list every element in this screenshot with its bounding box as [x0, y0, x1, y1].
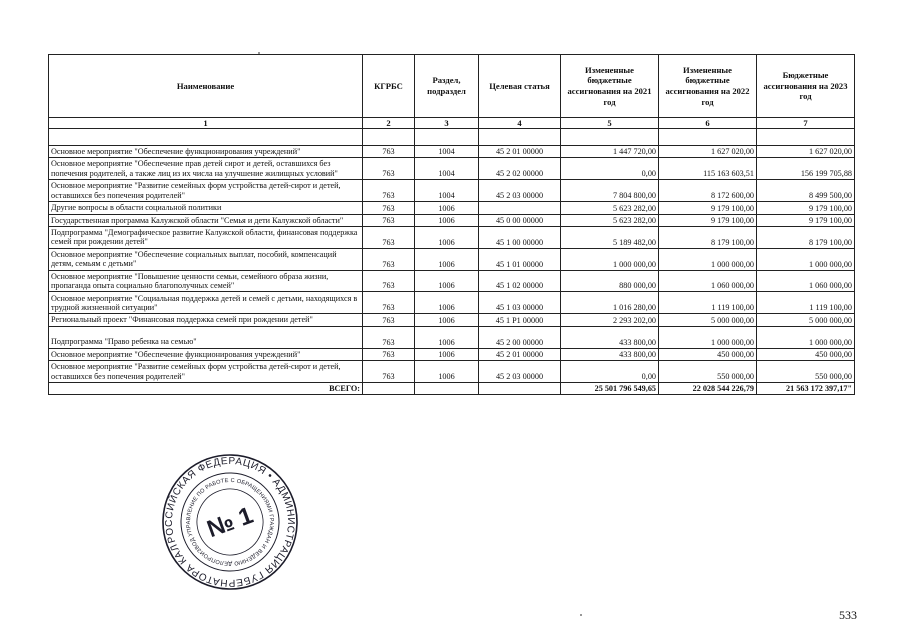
row-target: 45 2 01 00000 — [479, 348, 561, 360]
row-name: Основное мероприятие "Развитие семейных форм устройства детей-сирот и детей, оставшихся без попечения родителей" — [49, 180, 363, 202]
table-row — [49, 361, 855, 383]
row-target: 45 1 02 00000 — [479, 270, 561, 292]
row-2021: 5 623 282,00 — [561, 214, 659, 226]
stamp-number: № 1 — [203, 501, 257, 544]
table-row — [49, 292, 855, 314]
spacer-cell — [479, 129, 561, 146]
spacer-cell — [363, 129, 415, 146]
row-2023: 450 000,00 — [757, 348, 855, 360]
scan-speck — [580, 614, 582, 616]
row-2021: 5 189 482,00 — [561, 226, 659, 248]
row-section: 1006 — [415, 226, 479, 248]
row-2021: 7 804 800,00 — [561, 180, 659, 202]
row-2022: 8 179 100,00 — [659, 226, 757, 248]
header-section: Раздел, подраздел — [415, 55, 479, 118]
official-stamp — [160, 452, 300, 592]
row-2022: 8 172 600,00 — [659, 180, 757, 202]
page-number: 533 — [839, 608, 857, 622]
row-2022: 550 000,00 — [659, 361, 757, 383]
column-number: 6 — [659, 118, 757, 129]
column-number: 7 — [757, 118, 855, 129]
row-name: Основное мероприятие "Социальная поддержка детей и семей с детьми, находящихся в трудной жизненной ситуации" — [49, 292, 363, 314]
spacer-cell — [659, 129, 757, 146]
row-2023: 1 000 000,00 — [757, 248, 855, 270]
row-2022: 450 000,00 — [659, 348, 757, 360]
row-2022: 1 119 100,00 — [659, 292, 757, 314]
row-target: 45 1 P1 00000 — [479, 314, 561, 326]
row-2022: 1 000 000,00 — [659, 326, 757, 348]
total-2023: 21 563 172 397,17" — [757, 383, 855, 395]
table-row — [49, 180, 855, 202]
row-target: 45 1 03 00000 — [479, 292, 561, 314]
row-kgrbs: 763 — [363, 270, 415, 292]
row-target: 45 2 00 00000 — [479, 326, 561, 348]
row-2022: 1 060 000,00 — [659, 270, 757, 292]
row-target: 45 2 01 00000 — [479, 146, 561, 158]
row-2023: 5 000 000,00 — [757, 314, 855, 326]
stamp-ring-text: РОССИЙСКАЯ ФЕДЕРАЦИЯ • АДМИНИСТРАЦИЯ ГУБЕРНАТОРА КАЛУЖСКОЙ — [163, 455, 297, 589]
row-kgrbs: 763 — [363, 248, 415, 270]
row-section: 1006 — [415, 326, 479, 348]
row-2021: 2 293 202,00 — [561, 314, 659, 326]
column-number: 3 — [415, 118, 479, 129]
row-2022: 115 163 603,51 — [659, 158, 757, 180]
table-row — [49, 146, 855, 158]
total-2022: 22 028 544 226,79 — [659, 383, 757, 395]
row-2022: 1 000 000,00 — [659, 248, 757, 270]
row-2022: 5 000 000,00 — [659, 314, 757, 326]
header-2023: Бюджетные ассигнования на 2023 год — [757, 55, 855, 118]
row-section: 1006 — [415, 202, 479, 214]
row-section: 1006 — [415, 248, 479, 270]
column-number: 4 — [479, 118, 561, 129]
row-name: Подпрограмма "Демографическое развитие Калужской области, финансовая поддержка семей при рождении детей" — [49, 226, 363, 248]
header-row — [49, 55, 855, 118]
row-section: 1006 — [415, 361, 479, 383]
row-2023: 1 060 000,00 — [757, 270, 855, 292]
table-row — [49, 214, 855, 226]
table-row — [49, 348, 855, 360]
row-kgrbs: 763 — [363, 292, 415, 314]
row-target: 45 1 00 00000 — [479, 226, 561, 248]
table-row — [49, 326, 855, 348]
table-row — [49, 202, 855, 214]
row-2023: 8 499 500,00 — [757, 180, 855, 202]
row-section: 1006 — [415, 348, 479, 360]
row-target: 45 2 02 00000 — [479, 158, 561, 180]
table-row — [49, 314, 855, 326]
row-kgrbs: 763 — [363, 326, 415, 348]
row-kgrbs: 763 — [363, 158, 415, 180]
row-kgrbs: 763 — [363, 348, 415, 360]
spacer-cell — [561, 129, 659, 146]
stamp-inner-text: УПРАВЛЕНИЕ ПО РАБОТЕ С ОБРАЩЕНИЯМИ ГРАЖДАН И ВЕДЕНИЮ ДЕЛОПРОИЗВОДСТВА — [185, 477, 275, 567]
total-label: ВСЕГО: — [49, 383, 363, 395]
row-kgrbs: 763 — [363, 361, 415, 383]
column-number: 1 — [49, 118, 363, 129]
row-section: 1006 — [415, 314, 479, 326]
row-2022: 1 627 020,00 — [659, 146, 757, 158]
row-section: 1006 — [415, 214, 479, 226]
table-body — [49, 146, 855, 383]
row-2021: 880 000,00 — [561, 270, 659, 292]
row-2022: 9 179 100,00 — [659, 202, 757, 214]
spacer-cell — [49, 129, 363, 146]
row-target: 45 2 03 00000 — [479, 180, 561, 202]
row-kgrbs: 763 — [363, 314, 415, 326]
header-2022: Измененные бюджетные ассигнования на 2022 год — [659, 55, 757, 118]
row-target: 45 0 00 00000 — [479, 214, 561, 226]
row-2023: 550 000,00 — [757, 361, 855, 383]
row-section: 1006 — [415, 292, 479, 314]
row-name: Региональный проект "Финансовая поддержка семей при рождении детей" — [49, 314, 363, 326]
row-2021: 0,00 — [561, 361, 659, 383]
table-row — [49, 158, 855, 180]
row-kgrbs: 763 — [363, 226, 415, 248]
row-kgrbs: 763 — [363, 180, 415, 202]
spacer-row — [49, 129, 855, 146]
row-name: Основное мероприятие "Повышение ценности семьи, семейного образа жизни, пропаганда опыта социально благополучных семей" — [49, 270, 363, 292]
row-2021: 1 016 280,00 — [561, 292, 659, 314]
row-name: Другие вопросы в области социальной политики — [49, 202, 363, 214]
spacer-cell — [415, 129, 479, 146]
row-section: 1004 — [415, 158, 479, 180]
header-target: Целевая статья — [479, 55, 561, 118]
row-target — [479, 202, 561, 214]
row-target: 45 1 01 00000 — [479, 248, 561, 270]
total-row — [49, 383, 855, 395]
total-empty-cell — [363, 383, 415, 395]
row-2023: 8 179 100,00 — [757, 226, 855, 248]
table-row — [49, 270, 855, 292]
row-2023: 1 119 100,00 — [757, 292, 855, 314]
row-2023: 9 179 100,00 — [757, 202, 855, 214]
budget-table — [48, 54, 855, 395]
row-2023: 156 199 705,88 — [757, 158, 855, 180]
total-2021: 25 501 796 549,65 — [561, 383, 659, 395]
row-2023: 1 627 020,00 — [757, 146, 855, 158]
row-section: 1004 — [415, 146, 479, 158]
row-kgrbs: 763 — [363, 202, 415, 214]
row-target: 45 2 03 00000 — [479, 361, 561, 383]
row-2021: 1 447 720,00 — [561, 146, 659, 158]
row-kgrbs: 763 — [363, 146, 415, 158]
row-name: Основное мероприятие "Обеспечение прав детей сирот и детей, оставшихся без попечения родителей, а также лиц из их числа на улучшение жилищных условий" — [49, 158, 363, 180]
header-kgrbs: КГРБС — [363, 55, 415, 118]
row-section: 1004 — [415, 180, 479, 202]
table-row — [49, 226, 855, 248]
total-empty-cell — [415, 383, 479, 395]
row-kgrbs: 763 — [363, 214, 415, 226]
row-name: Основное мероприятие "Обеспечение функционирования учреждений" — [49, 348, 363, 360]
row-name: Основное мероприятие "Обеспечение функционирования учреждений" — [49, 146, 363, 158]
row-2023: 1 000 000,00 — [757, 326, 855, 348]
total-empty-cell — [479, 383, 561, 395]
header-name: Наименование — [49, 55, 363, 118]
row-section: 1006 — [415, 270, 479, 292]
row-2022: 9 179 100,00 — [659, 214, 757, 226]
column-number-row — [49, 118, 855, 129]
row-name: Основное мероприятие "Обеспечение социальных выплат, пособий, компенсаций детям, семьям с детьми" — [49, 248, 363, 270]
column-number: 5 — [561, 118, 659, 129]
row-2023: 9 179 100,00 — [757, 214, 855, 226]
scan-speck — [258, 52, 260, 54]
row-name: Основное мероприятие "Развитие семейных форм устройства детей-сирот и детей, оставшихся без попечения родителей" — [49, 361, 363, 383]
row-2021: 433 800,00 — [561, 348, 659, 360]
row-2021: 1 000 000,00 — [561, 248, 659, 270]
row-2021: 5 623 282,00 — [561, 202, 659, 214]
row-name: Государственная программа Калужской области "Семья и дети Калужской области" — [49, 214, 363, 226]
spacer-cell — [757, 129, 855, 146]
row-2021: 433 800,00 — [561, 326, 659, 348]
header-2021: Измененные бюджетные ассигнования на 2021 год — [561, 55, 659, 118]
row-2021: 0,00 — [561, 158, 659, 180]
row-name: Подпрограмма "Право ребенка на семью" — [49, 326, 363, 348]
column-number: 2 — [363, 118, 415, 129]
table-row — [49, 248, 855, 270]
